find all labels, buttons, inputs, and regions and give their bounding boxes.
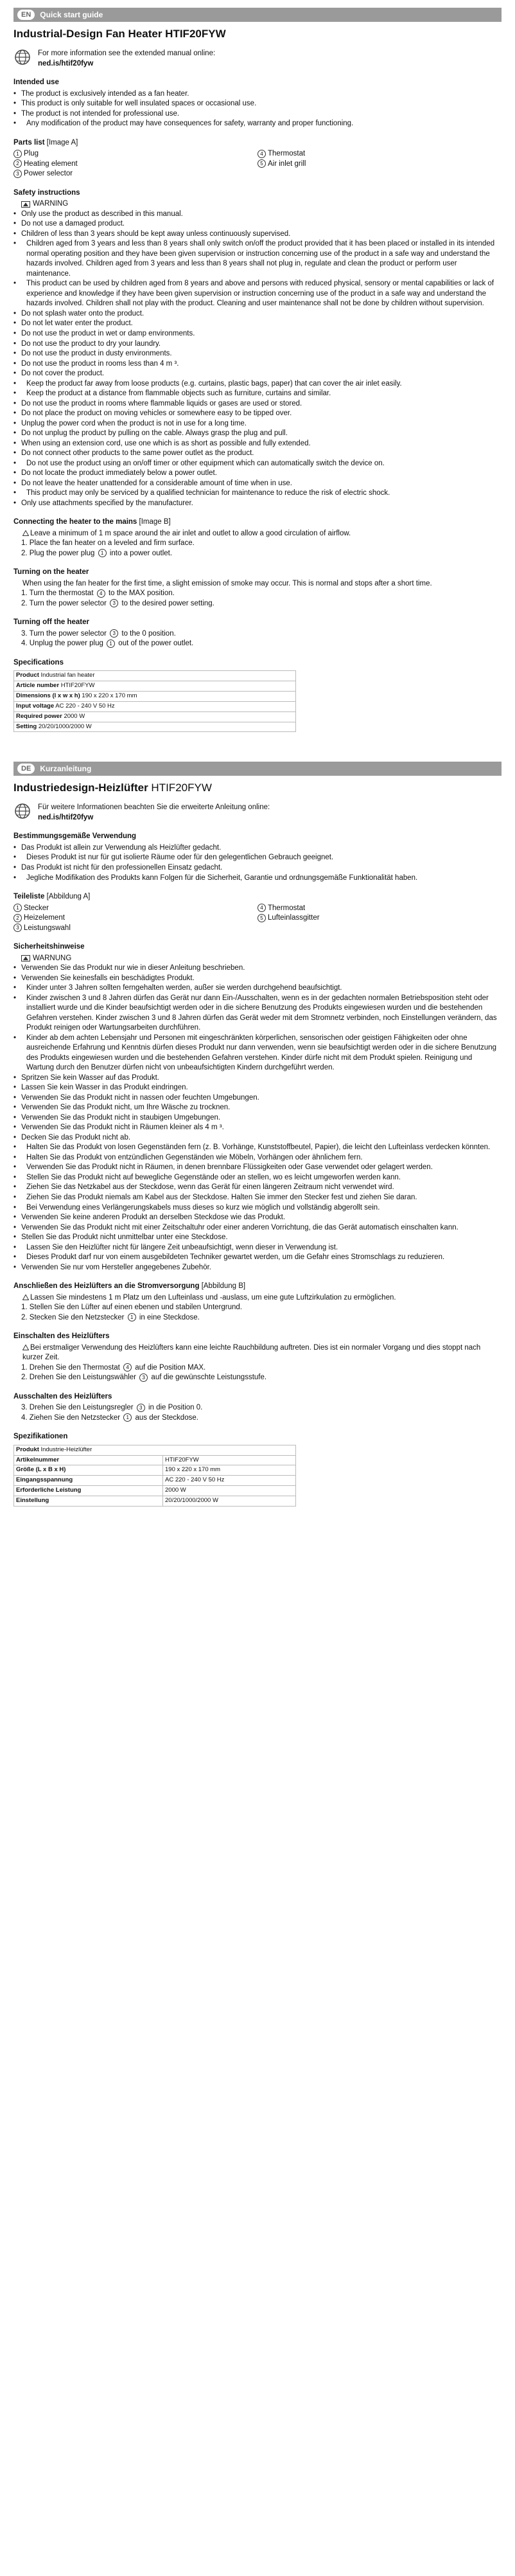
part-item: 2 Heating element bbox=[13, 159, 258, 170]
list-item: • Kinder unter 3 Jahren sollten ferngehalten werden, außer sie werden durchgehend beaufsichtigt. bbox=[13, 983, 502, 994]
list-item: • Do not let water enter the product. bbox=[13, 319, 502, 329]
table-row: Produkt Industrie-Heizlüfter bbox=[14, 1445, 296, 1455]
safety-list bbox=[13, 963, 502, 1273]
table-row: Article number HTIF20FYW bbox=[14, 681, 296, 692]
list-item: • Any modification of the product may have consequences for safety, warranty and proper functioning. bbox=[13, 119, 502, 129]
language-header-bar bbox=[13, 8, 502, 22]
table-row: Einstellung 20/20/1000/2000 W bbox=[14, 1496, 296, 1506]
list-item: • Do not leave the heater unattended for a considerable amount of time when in use. bbox=[13, 479, 502, 489]
list-item: • Verwenden Sie das Produkt nicht in Räumen kleiner als 4 m ³. bbox=[13, 1123, 502, 1133]
info-box bbox=[13, 802, 502, 823]
list-item: • Halten Sie das Produkt von entzündlichen Gegenständen wie Möbeln, Vorhängen oder ähnlichem fern. bbox=[13, 1153, 502, 1163]
list-item: • This product can be used by children aged from 8 years and above and persons with reduced physical, sensory or mental capabilities or lack of experience and knowledge if they have been given supervision or instruction concerning use of the product in a safe way and understand the hazards involved. Children shall not play with the product. Cleaning and user maintenance shall not be done by children without supervision. bbox=[13, 279, 502, 309]
list-item: • Do not splash water onto the product. bbox=[13, 309, 502, 319]
connect-note: Lassen Sie mindestens 1 m Platz um den Lufteinlass und -auslass, um eine gute Luftzirkulation zu ermöglichen. bbox=[13, 1293, 502, 1303]
warning-icon bbox=[21, 955, 30, 962]
section-de bbox=[13, 762, 502, 1506]
connect-note: Leave a minimum of 1 m space around the air inlet and outlet to allow a good circulation of airflow. bbox=[13, 529, 502, 539]
list-item: • This product is only suitable for well insulated spaces or occasional use. bbox=[13, 99, 502, 109]
list-item: • Verwenden Sie das Produkt nicht mit einer Zeitschaltuhr oder einer anderen Vorrichtung, die das Gerät automatisch einschalten kann. bbox=[13, 1223, 502, 1233]
info-box bbox=[13, 48, 502, 69]
list-item: • The product is not intended for professional use. bbox=[13, 109, 502, 120]
step-item: 2. Stecken Sie den Netzstecker 1 in eine Steckdose. bbox=[21, 1313, 200, 1321]
list-item: • Do not use the product using an on/off timer or other equipment which can automatically switch the device on. bbox=[13, 459, 502, 469]
table-row: Erforderliche Leistung 2000 W bbox=[14, 1486, 296, 1496]
section-title: Quick start guide bbox=[40, 10, 103, 19]
table-row: Required power 2000 W bbox=[14, 711, 296, 722]
list-item: • Stellen Sie das Produkt nicht auf bewegliche Gegenstände oder an stellen, wo es leicht umgeworfen werden kann. bbox=[13, 1173, 502, 1183]
turn-on-heading: Turning on the heater bbox=[13, 568, 89, 577]
document-title: Industriedesign-Heizlüfter HTIF20FYW bbox=[13, 782, 212, 794]
turn-off-heading: Ausschalten des Heizlüfters bbox=[13, 1392, 112, 1400]
intended-use-heading: Bestimmungsgemäße Verwendung bbox=[13, 832, 137, 841]
part-item: 3 Leistungswahl bbox=[13, 924, 258, 934]
list-item: • Children of less than 3 years should be kept away unless continuously supervised. bbox=[13, 229, 502, 240]
globe-icon bbox=[13, 48, 31, 66]
specifications-heading: Specifications bbox=[13, 658, 64, 666]
table-row: Dimensions (l x w x h) 190 x 220 x 170 mm bbox=[14, 692, 296, 702]
list-item: • Lassen Sie kein Wasser in das Produkt eindringen. bbox=[13, 1083, 502, 1093]
step-item: 3. Drehen Sie den Leistungsregler 3 in die Position 0. bbox=[21, 1404, 203, 1412]
turn-on-note: When using the fan heater for the first time, a slight emission of smoke may occur. This is normal and stops after a short time. bbox=[22, 579, 432, 587]
step-item: 2. Turn the power selector 3 to the desired power setting. bbox=[21, 599, 214, 607]
step-item: 3. Turn the power selector 3 to the 0 position. bbox=[21, 629, 176, 638]
part-item: 1 Stecker bbox=[13, 904, 258, 914]
intended-use-list bbox=[13, 843, 502, 883]
list-item: • Do not use the product in rooms where flammable liquids or gases are used or stored. bbox=[13, 399, 502, 409]
table-row: Setting 20/20/1000/2000 W bbox=[14, 722, 296, 732]
parts-heading: Teileliste [Abbildung A] bbox=[13, 893, 91, 901]
list-item: • Ziehen Sie das Produkt niemals am Kabel aus der Steckdose. Halten Sie immer den Stecker fest und ziehen Sie daran. bbox=[13, 1193, 502, 1203]
specifications-table bbox=[13, 670, 296, 732]
list-item: • Dieses Produkt ist nur für gut isolierte Räume oder für den gelegentlichen Gebrauch geeignet. bbox=[13, 853, 502, 863]
list-item: • The product is exclusively intended as a fan heater. bbox=[13, 89, 502, 100]
list-item: • Only use attachments specified by the manufacturer. bbox=[13, 499, 502, 509]
part-item: 2 Heizelement bbox=[13, 913, 258, 924]
turn-off-steps bbox=[13, 1403, 502, 1423]
part-item: 5 Lufteinlassgitter bbox=[258, 913, 502, 924]
list-item: • Dieses Produkt darf nur von einem ausgebildeten Techniker gewartet werden, um die Gefahr eines Stromschlags zu reduzieren. bbox=[13, 1253, 502, 1263]
step-item: 2. Drehen Sie den Leistungswähler 3 auf die gewünschte Leistungsstufe. bbox=[21, 1373, 267, 1382]
info-text: For more information see the extended manual online: bbox=[38, 49, 216, 57]
part-item: 5 Air inlet grill bbox=[258, 159, 502, 170]
table-row: Product Industrial fan heater bbox=[14, 671, 296, 681]
safety-heading: Safety instructions bbox=[13, 188, 80, 197]
parts-heading: Parts list [Image A] bbox=[13, 138, 78, 147]
list-item: • Children aged from 3 years and less than 8 years shall only switch on/off the product provided that it has been placed or installed in its intended normal operating position and they have been given supervision or instruction concerning use of the product in a safe way and understand the hazards involved. Children aged from 3 years and less than 8 years shall not plug in, regulate and clean the product or perform user maintenance. bbox=[13, 239, 502, 279]
turn-off-heading: Turning off the heater bbox=[13, 618, 89, 627]
list-item: • Ziehen Sie das Netzkabel aus der Steckdose, wenn das Gerät für einen längeren Zeitraum nicht verwendet wird. bbox=[13, 1183, 502, 1193]
list-item: • Kinder zwischen 3 und 8 Jahren dürfen das Gerät nur dann Ein-/Ausschalten, wenn es in der gedachten normalen Betriebsposition steht oder installiert wurde und die Kinder beaufsichtigt werden oder in die sichere Benutzung des Produkts eingewiesen wurden und die bestehenden Gefahren verstehen. Kinder zwischen 3 und 8 Jahren dürfen das Gerät weder mit dem Stromnetz verbinden, noch Einstellungen verändern, das Produkt reinigen oder Wartungsarbeiten durchführen. bbox=[13, 994, 502, 1033]
manual-link[interactable]: ned.is/htif20fyw bbox=[38, 60, 94, 68]
step-item: 4. Unplug the power plug 1 out of the power outlet. bbox=[21, 640, 194, 648]
list-item: • Verwenden Sie keine anderen Produkt an derselben Steckdose wie das Produkt. bbox=[13, 1213, 502, 1223]
list-item: • Do not use a damaged product. bbox=[13, 219, 502, 229]
list-item: • Verwenden Sie das Produkt nicht in Räumen, in denen brennbare Flüssigkeiten oder Gase verwendet oder gelagert werden. bbox=[13, 1163, 502, 1173]
step-item: 1. Drehen Sie den Thermostat 4 auf die Position MAX. bbox=[21, 1363, 206, 1372]
step-item: 4. Ziehen Sie den Netzstecker 1 aus der Steckdose. bbox=[21, 1413, 198, 1422]
intended-use-list bbox=[13, 89, 502, 129]
list-item: • When using an extension cord, use one which is as short as possible and fully extended. bbox=[13, 439, 502, 449]
parts-list bbox=[13, 149, 502, 179]
list-item: • Keep the product far away from loose products (e.g. curtains, plastic bags, paper) that can cover the air inlet easily. bbox=[13, 379, 502, 389]
manual-link[interactable]: ned.is/htif20fyw bbox=[38, 814, 94, 822]
list-item: • Do not connect other products to the same power outlet as the product. bbox=[13, 449, 502, 459]
document-title: Industrial-Design Fan Heater HTIF20FYW bbox=[13, 28, 226, 40]
info-text: Für weitere Informationen beachten Sie die erweiterte Anleitung online: bbox=[38, 803, 270, 812]
warning-label: WARNING bbox=[13, 199, 502, 210]
step-item: 1. Stellen Sie den Lüfter auf einen ebenen und stabilen Untergrund. bbox=[21, 1303, 242, 1312]
caution-triangle-icon bbox=[22, 1294, 29, 1300]
turn-on-heading: Einschalten des Heizlüfters bbox=[13, 1332, 110, 1341]
part-item: 3 Power selector bbox=[13, 169, 258, 179]
safety-heading: Sicherheitshinweise bbox=[13, 943, 85, 951]
step-item: 1. Place the fan heater on a leveled and firm surface. bbox=[21, 539, 195, 548]
list-item: • Das Produkt ist nicht für den professionellen Einsatz gedacht. bbox=[13, 863, 502, 873]
specifications-heading: Spezifikationen bbox=[13, 1433, 68, 1441]
part-item: 4 Thermostat bbox=[258, 904, 502, 914]
connect-steps bbox=[13, 1303, 502, 1323]
connect-heading: Anschließen des Heizlüfters an die Stromversorgung [Abbildung B] bbox=[13, 1282, 246, 1291]
table-row: Eingangsspannung AC 220 - 240 V 50 Hz bbox=[14, 1476, 296, 1486]
section-en bbox=[13, 8, 502, 732]
list-item: • Lassen Sie den Heizlüfter nicht für längere Zeit unbeaufsichtigt, wenn dieser in Verwendung ist. bbox=[13, 1243, 502, 1253]
table-row: Größe (L x B x H) 190 x 220 x 170 mm bbox=[14, 1465, 296, 1476]
globe-icon bbox=[13, 802, 31, 820]
intended-use-heading: Intended use bbox=[13, 78, 59, 87]
list-item: • Do not use the product in rooms less than 4 m ³. bbox=[13, 359, 502, 370]
warning-icon bbox=[21, 201, 30, 208]
list-item: • Do not unplug the product by pulling on the cable. Always grasp the plug and pull. bbox=[13, 429, 502, 439]
turn-on-steps bbox=[13, 1363, 502, 1383]
list-item: • Verwenden Sie keinesfalls ein beschädigtes Produkt. bbox=[13, 974, 502, 984]
parts-list bbox=[13, 904, 502, 934]
list-item: • Bei Verwendung eines Verlängerungskabels muss dieses so kurz wie möglich und vollständig abgerollt sein. bbox=[13, 1203, 502, 1213]
connect-steps bbox=[13, 539, 502, 559]
turn-on-note: Bei erstmaliger Verwendung des Heizlüfters kann eine leichte Rauchbildung auftreten. Dies ist ein normaler Vorgang und dies stoppt nach kurzer Zeit. bbox=[22, 1343, 481, 1362]
list-item: • Verwenden Sie das Produkt nicht in nassen oder feuchten Umgebungen. bbox=[13, 1093, 502, 1104]
list-item: • Do not use the product to dry your laundry. bbox=[13, 339, 502, 350]
list-item: • Unplug the power cord when the product is not in use for a long time. bbox=[13, 419, 502, 429]
list-item: • Stellen Sie das Produkt nicht unmittelbar unter eine Steckdose. bbox=[13, 1233, 502, 1243]
list-item: • Halten Sie das Produkt von losen Gegenständen fern (z. B. Vorhänge, Kunststoffbeutel, Papier), die leicht den Lufteinlass verdecken könnten. bbox=[13, 1143, 502, 1153]
step-item: 1. Turn the thermostat 4 to the MAX position. bbox=[21, 589, 175, 598]
list-item: • Do not locate the product immediately below a power outlet. bbox=[13, 469, 502, 479]
language-code-badge: DE bbox=[17, 764, 35, 774]
safety-list bbox=[13, 210, 502, 508]
connect-heading: Connecting the heater to the mains [Image B] bbox=[13, 518, 171, 526]
language-code-badge: EN bbox=[17, 10, 35, 20]
specifications-table bbox=[13, 1445, 296, 1507]
warning-label: WARNUNG bbox=[13, 954, 502, 964]
turn-off-steps bbox=[13, 629, 502, 649]
caution-triangle-icon bbox=[22, 530, 29, 536]
list-item: • Spritzen Sie kein Wasser auf das Produkt. bbox=[13, 1073, 502, 1084]
table-row: Artikelnummer HTIF20FYW bbox=[14, 1455, 296, 1465]
list-item: • Do not cover the product. bbox=[13, 369, 502, 379]
table-row: Input voltage AC 220 - 240 V 50 Hz bbox=[14, 701, 296, 711]
caution-triangle-icon bbox=[22, 1345, 29, 1350]
step-item: 2. Plug the power plug 1 into a power outlet. bbox=[21, 549, 173, 557]
part-item: 4 Thermostat bbox=[258, 149, 502, 159]
list-item: • Das Produkt ist allein zur Verwendung als Heizlüfter gedacht. bbox=[13, 843, 502, 854]
list-item: • This product may only be serviced by a qualified technician for maintenance to reduce the risk of electric shock. bbox=[13, 488, 502, 499]
list-item: • Do not use the product in wet or damp environments. bbox=[13, 329, 502, 339]
list-item: • Do not place the product on moving vehicles or somewhere easy to be tipped over. bbox=[13, 409, 502, 419]
list-item: • Verwenden Sie das Produkt nicht, um Ihre Wäsche zu trocknen. bbox=[13, 1103, 502, 1113]
language-header-bar bbox=[13, 762, 502, 776]
list-item: • Kinder ab dem achten Lebensjahr und Personen mit eingeschränkten körperlichen, sensorischen oder geistigen Fähigkeiten oder ohne ausreichende Erfahrung und Kenntnis dürfen dieses Produkt nur dann verwenden, wenn sie beaufsichtigt werden oder in die sichere Benutzung des Produkts eingewiesen wurden und die bestehenden Gefahren verstehen. Kinder dürfe nicht mit dem Produkt spielen. Reinigung und Wartung durch den Benutzer dürfen nicht von unbeaufsichtigten Kindern durchgeführt werden. bbox=[13, 1033, 502, 1073]
part-item: 1 Plug bbox=[13, 149, 258, 159]
list-item: • Verwenden Sie nur vom Hersteller angegebenes Zubehör. bbox=[13, 1263, 502, 1273]
list-item: • Decken Sie das Produkt nicht ab. bbox=[13, 1133, 502, 1143]
list-item: • Verwenden Sie das Produkt nur wie in dieser Anleitung beschrieben. bbox=[13, 963, 502, 974]
section-title: Kurzanleitung bbox=[40, 764, 92, 774]
turn-on-steps bbox=[13, 589, 502, 609]
list-item: • Verwenden Sie das Produkt nicht in staubigen Umgebungen. bbox=[13, 1113, 502, 1123]
list-item: • Do not use the product in dusty environments. bbox=[13, 349, 502, 359]
list-item: • Only use the product as described in this manual. bbox=[13, 210, 502, 220]
list-item: • Keep the product at a distance from flammable objects such as furniture, curtains and similar. bbox=[13, 389, 502, 399]
list-item: • Jegliche Modifikation des Produkts kann Folgen für die Sicherheit, Garantie und ordnungsgemäße Funktionalität haben. bbox=[13, 873, 502, 884]
